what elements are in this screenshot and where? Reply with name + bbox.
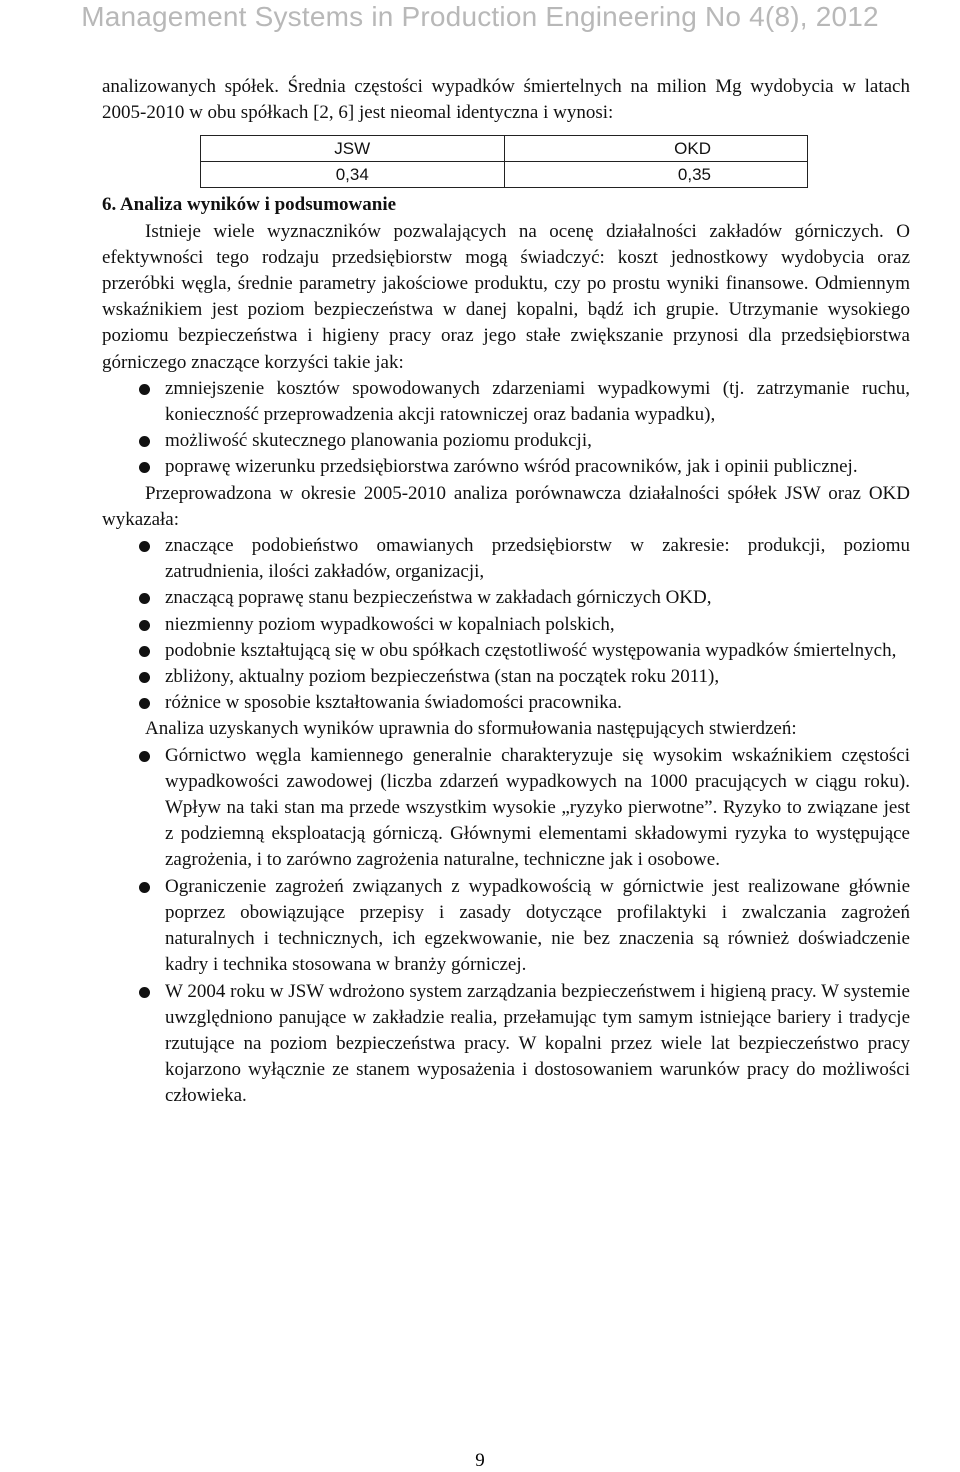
bullet-icon [139,462,150,473]
bullet-icon [139,436,150,447]
list-item: zbliżony, aktualny poziom bezpieczeństwa (stan na początek roku 2011), [102,664,910,690]
bullet-icon [139,751,150,762]
table-value-okd: 0,35 [504,162,808,188]
table-value-row [201,162,808,188]
list-item: Górnictwo węgla kamiennego generalnie charakteryzuje się wysokim wskaźnikiem częstości wypadkowości zawodowej (liczba zdarzeń wypadkowych na 1000 pracujących w ciągu roku). Wpływ na taki stan ma przede wszystkim wysokie „ryzyko pierwotne”. Ryzyko to związane jest z podziemną eksploatacją górniczą. Głównymi elementami składowymi ryzyka to występujące zagrożenia, i to zarówno zagrożenia naturalne, techniczne jak i osobowe. [102,743,910,874]
table-header-okd: OKD [504,136,808,162]
list-item: zmniejszenie kosztów spowodowanych zdarzeniami wypadkowymi (tj. zatrzymanie ruchu, konieczność przeprowadzenia akcji ratowniczej oraz badania wypadku), [102,376,910,428]
list-item: poprawę wizerunku przedsiębiorstwa zarówno wśród pracowników, jak i opinii publicznej. [102,454,910,480]
intro-paragraph: analizowanych spółek. Średnia częstości wypadków śmiertelnych na milion Mg wydobycia w latach 2005-2010 w obu spółkach [2, 6] jest nieomal identyczna i wynosi: [102,76,910,124]
bullet-icon [139,672,150,683]
paragraph-2: Przeprowadzona w okresie 2005-2010 analiza porównawcza działalności spółek JSW oraz OKD wykazała: [102,482,910,530]
running-header: Management Systems in Production Engineering No 4(8), 2012 [81,1,879,32]
list-item: różnice w sposobie kształtowania świadomości pracownika. [102,690,910,716]
paragraph-1: Istnieje wiele wyznaczników pozwalających na ocenę działalności zakładów górniczych. O efektywności tego rodzaju przedsiębiorstw mogą świadczyć: koszt jednostkowy wydobycia oraz przeróbki węgla, średnie parametry jakościowe produktu, czy po prostu wyniki finansowe. Odmiennym wskaźnikiem jest poziom bezpieczeństwa w danej kopalni, bądź ich grupie. Utrzymanie wysokiego poziomu bezpieczeństwa i higieny pracy oraz jego stałe zwiększanie przynosi dla przedsiębiorstwa górniczego znaczące korzyści takie jak: [102,220,910,373]
table-header-jsw: JSW [201,136,505,162]
list-item: możliwość skutecznego planowania poziomu produkcji, [102,428,910,454]
analysis-findings-list [102,533,910,716]
list-item: znaczące podobieństwo omawianych przedsiębiorstw w zakresie: produkcji, poziomu zatrudnienia, ilości zakładów, organizacji, [102,533,910,585]
bullet-icon [139,698,150,709]
list-item: W 2004 roku w JSW wdrożono system zarządzania bezpieczeństwem i higieną pracy. W systemie uwzględniono panujące w zakładzie realia, przełamując tym samym istniejące bariery i tradycje rzutujące na poziom bezpieczeństwa pracy. W kopalni przez wiele lat bezpieczeństwo pracy kojarzono wyłącznie ze stanem wyposażenia i dostosowaniem warunków pracy do możliwości człowieka. [102,979,910,1110]
benefits-list [102,376,910,481]
bullet-icon [139,384,150,395]
list-item: niezmienny poziom wypadkowości w kopalniach polskich, [102,612,910,638]
page-number: 9 [475,1450,485,1471]
bullet-icon [139,646,150,657]
bullet-icon [139,620,150,631]
bullet-icon [139,882,150,893]
paragraph-3: Analiza uzyskanych wyników uprawnia do sformułowania następujących stwierdzeń: [145,718,797,740]
list-item: Ograniczenie zagrożeń związanych z wypadkowością w górnictwie jest realizowane głównie poprzez obowiązujące przepisy i zasady dotyczące profilaktyki i zwalczania zagrożeń naturalnych i technicznych, ich egzekwowanie, nie bez znaczenia są również doświadczenie kadry i technika stosowana w branży górniczej. [102,874,910,979]
bullet-icon [139,541,150,552]
list-item: podobnie kształtującą się w obu spółkach częstotliwość występowania wypadków śmiertelnych, [102,638,910,664]
conclusions-list [102,743,910,1110]
bullet-icon [139,987,150,998]
fatality-rate-table [200,135,808,188]
section-heading: 6. Analiza wyników i podsumowanie [102,194,397,216]
document-body [102,74,910,1110]
table-value-jsw: 0,34 [201,162,505,188]
list-item: znaczącą poprawę stanu bezpieczeństwa w zakładach górniczych OKD, [102,585,910,611]
table-header-row [201,136,808,162]
bullet-icon [139,593,150,604]
